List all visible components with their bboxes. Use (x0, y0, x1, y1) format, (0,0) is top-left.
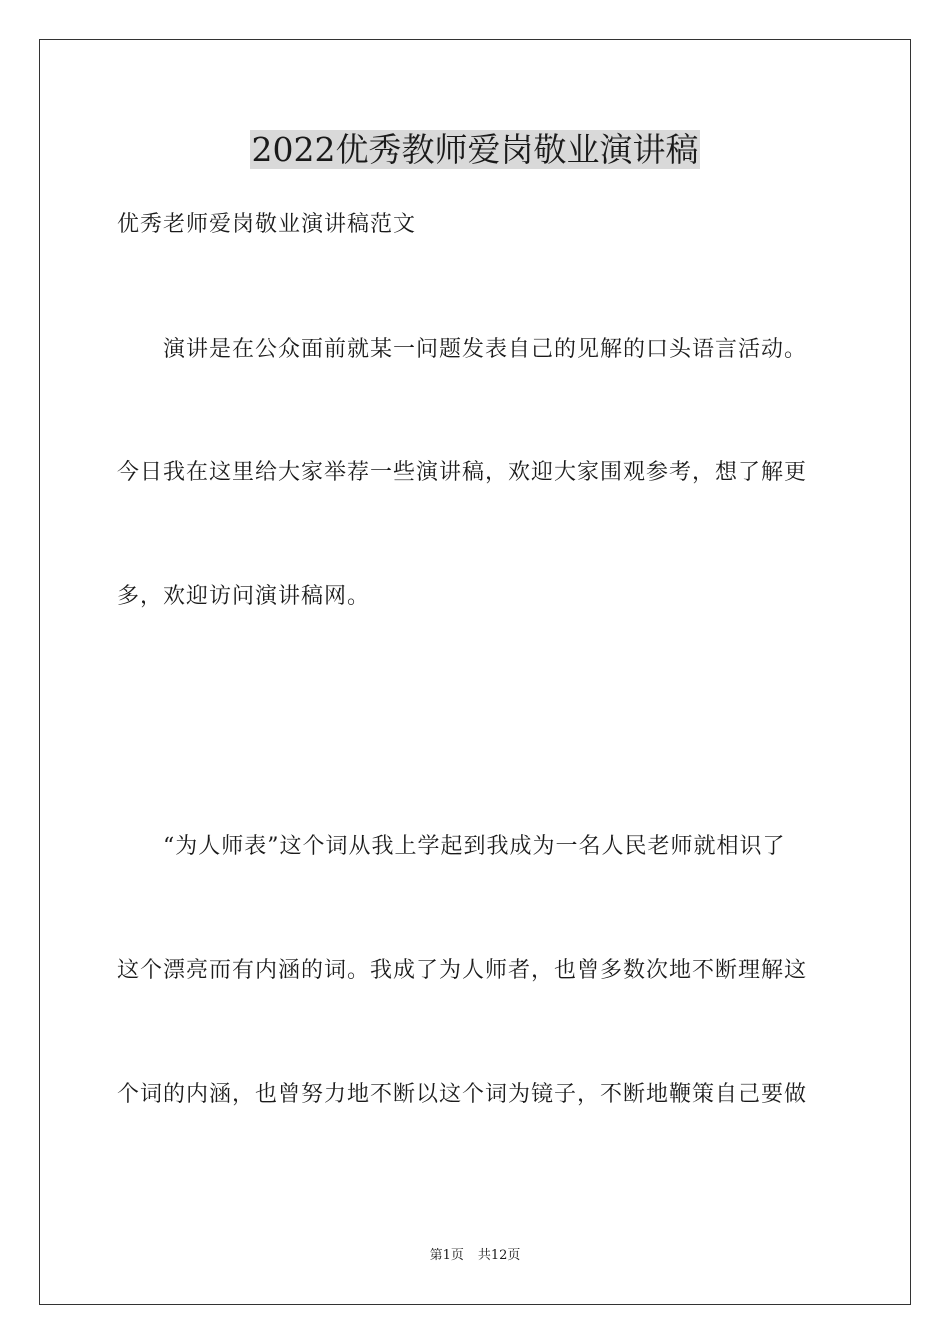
paragraph-line: 这个漂亮而有内涵的词。我成了为人师者，也曾多数次地不断理解这 (117, 958, 808, 983)
paragraph-line: 多，欢迎访问演讲稿网。 (117, 584, 371, 609)
page-footer (0, 1247, 950, 1265)
paragraph-line: 演讲是在公众面前就某一问题发表自己的见解的口头语言活动。 (117, 337, 808, 362)
document-title (0, 128, 950, 172)
document-title-text: 2022优秀教师爱岗敬业演讲稿 (251, 130, 699, 169)
paragraph-line: 今日我在这里给大家举荐一些演讲稿，欢迎大家围观参考，想了解更 (117, 460, 808, 485)
page-number-current: 第1页 (429, 1248, 464, 1263)
document-subtitle: 优秀老师爱岗敬业演讲稿范文 (117, 212, 417, 237)
paragraph-line: 个词的内涵，也曾努力地不断以这个词为镜子，不断地鞭策自己要做 (117, 1082, 808, 1107)
page-number-total: 共12页 (477, 1248, 521, 1263)
paragraph-line: “为人师表”这个词从我上学起到我成为一名人民老师就相识了 (117, 834, 786, 859)
